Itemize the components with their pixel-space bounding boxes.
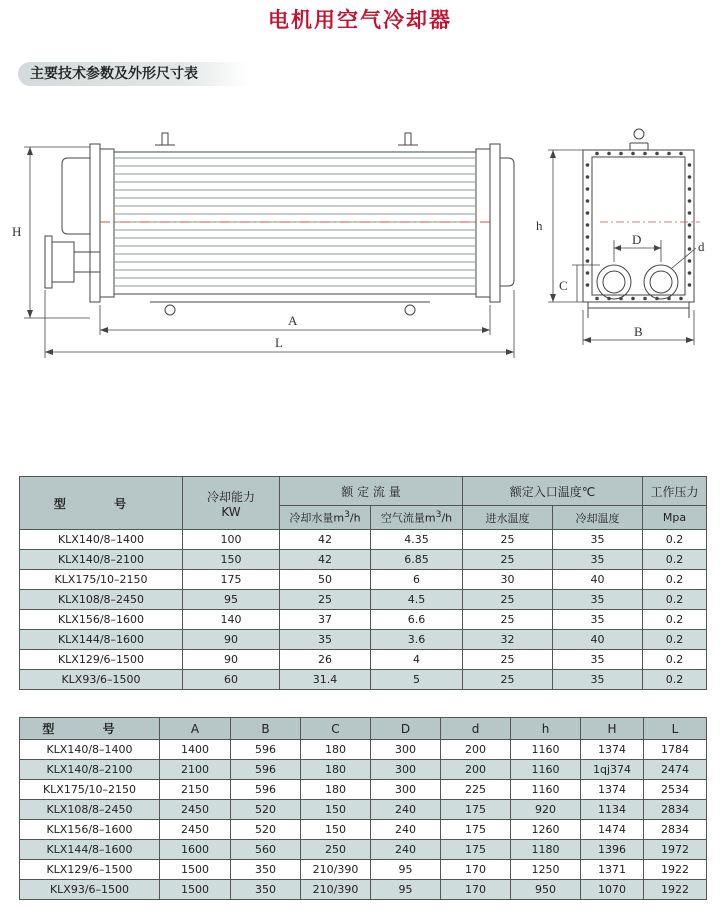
dim-cell-d: 170	[441, 860, 511, 880]
dim-cell-h: 1160	[511, 740, 581, 760]
bolt-hole	[586, 163, 590, 167]
table-row	[20, 860, 707, 880]
dim-cell-h: 1250	[511, 860, 581, 880]
bolt-hole	[667, 152, 671, 156]
dim-label-C: C	[559, 278, 568, 293]
dim-cell-model: KLX140/8–1400	[20, 740, 160, 760]
cell-air: 6.85	[371, 550, 463, 570]
dim-header-L: L	[644, 718, 707, 740]
dim-cell-d: 225	[441, 780, 511, 800]
cell-model: KLX108/8–2450	[20, 590, 183, 610]
cell-inlet: 32	[463, 630, 553, 650]
dim-label-H: H	[12, 224, 22, 239]
bolt-hole	[586, 259, 590, 263]
cell-pressure: 0.2	[643, 630, 707, 650]
bolt-hole	[655, 297, 659, 301]
header-cooling-temp: 冷却温度	[553, 506, 643, 530]
table-row	[20, 840, 707, 860]
cell-water: 25	[280, 590, 371, 610]
bolt-hole	[631, 152, 635, 156]
dim-cell-C: 180	[301, 740, 371, 760]
cell-water: 31.4	[280, 670, 371, 690]
dim-header-D: D	[371, 718, 441, 740]
tech-params-table	[19, 476, 707, 690]
dim-cell-h: 1180	[511, 840, 581, 860]
dim-label-L: L	[275, 335, 283, 350]
dim-cell-H: 1374	[581, 740, 644, 760]
bolt-hole	[586, 223, 590, 227]
cell-inlet: 30	[463, 570, 553, 590]
dim-label-d: d	[698, 239, 705, 254]
water-flow-label: 冷却水量m	[289, 511, 345, 525]
bolt-hole	[619, 297, 623, 301]
cell-air: 4	[371, 650, 463, 670]
bolt-hole	[643, 152, 647, 156]
cell-water: 37	[280, 610, 371, 630]
table-row	[20, 590, 707, 610]
dim-cell-d: 175	[441, 840, 511, 860]
dim-cell-model: KLX129/6–1500	[20, 860, 160, 880]
dim-cell-C: 180	[301, 760, 371, 780]
header-inlet-water: 进水温度	[463, 506, 553, 530]
cell-pressure: 0.2	[643, 670, 707, 690]
cell-model: KLX175/10–2150	[20, 570, 183, 590]
table-row	[20, 530, 707, 550]
table-row	[20, 780, 707, 800]
dim-cell-A: 2450	[160, 820, 231, 840]
bolt-hole	[688, 175, 692, 179]
dim-cell-L: 2834	[644, 820, 707, 840]
dim-cell-C: 210/390	[301, 860, 371, 880]
cell-cool: 35	[553, 610, 643, 630]
dim-cell-H: 1070	[581, 880, 644, 900]
dim-cell-model: KLX140/8–2100	[20, 760, 160, 780]
table-row	[20, 550, 707, 570]
cell-cool: 35	[553, 650, 643, 670]
dim-cell-L: 2834	[644, 800, 707, 820]
dim-label-B: B	[634, 324, 643, 339]
cell-model: KLX140/8–2100	[20, 550, 183, 570]
dim-cell-d: 175	[441, 820, 511, 840]
dim-cell-model: KLX93/6–1500	[20, 880, 160, 900]
bolt-hole	[586, 187, 590, 191]
bolt-hole	[655, 152, 659, 156]
cell-water: 35	[280, 630, 371, 650]
dim-cell-A: 1600	[160, 840, 231, 860]
table-row	[20, 820, 707, 840]
dim-label-h: h	[536, 218, 543, 233]
table-row	[20, 630, 707, 650]
dim-cell-A: 1500	[160, 860, 231, 880]
dim-cell-model: KLX156/8–1600	[20, 820, 160, 840]
bolt-hole	[586, 271, 590, 275]
dim-cell-d: 200	[441, 740, 511, 760]
air-flow-label: 空气流量m	[380, 511, 436, 525]
cell-capacity: 100	[183, 530, 280, 550]
dim-cell-B: 520	[231, 800, 301, 820]
cell-pressure: 0.2	[643, 590, 707, 610]
cell-water: 26	[280, 650, 371, 670]
cell-inlet: 25	[463, 530, 553, 550]
bolt-hole	[586, 175, 590, 179]
dim-cell-L: 1972	[644, 840, 707, 860]
dim-cell-L: 2474	[644, 760, 707, 780]
side-view	[583, 129, 694, 318]
dim-cell-model: KLX175/10–2150	[20, 780, 160, 800]
cell-capacity: 140	[183, 610, 280, 630]
bolt-hole	[679, 297, 683, 301]
cell-air: 4.5	[371, 590, 463, 610]
bolt-hole	[688, 163, 692, 167]
dim-cell-h: 1260	[511, 820, 581, 840]
cell-water: 42	[280, 530, 371, 550]
dim-header-B: B	[231, 718, 301, 740]
section-heading: 主要技术参数及外形尺寸表	[18, 62, 250, 86]
cell-water: 50	[280, 570, 371, 590]
dim-header-H: H	[581, 718, 644, 740]
cell-inlet: 25	[463, 650, 553, 670]
dim-cell-B: 596	[231, 740, 301, 760]
dim-cell-C: 250	[301, 840, 371, 860]
header-inlet-temp: 额定入口温度℃	[463, 477, 643, 506]
dim-cell-H: 1qj374	[581, 760, 644, 780]
dim-cell-L: 1784	[644, 740, 707, 760]
dim-cell-D: 300	[371, 740, 441, 760]
cell-pressure: 0.2	[643, 650, 707, 670]
bolt-hole	[643, 297, 647, 301]
bolt-hole	[607, 297, 611, 301]
dim-cell-D: 240	[371, 820, 441, 840]
table-row	[20, 880, 707, 900]
bolt-hole	[586, 199, 590, 203]
cell-capacity: 175	[183, 570, 280, 590]
dim-cell-B: 596	[231, 760, 301, 780]
cooler-technical-drawing	[0, 0, 720, 420]
dim-cell-L: 1922	[644, 880, 707, 900]
dim-cell-D: 300	[371, 760, 441, 780]
cell-pressure: 0.2	[643, 530, 707, 550]
table-row	[20, 650, 707, 670]
bolt-hole	[667, 297, 671, 301]
cell-model: KLX140/8–1400	[20, 530, 183, 550]
dim-cell-L: 2534	[644, 780, 707, 800]
bolt-hole	[688, 187, 692, 191]
dim-header-d: d	[441, 718, 511, 740]
cell-cool: 35	[553, 590, 643, 610]
cell-pressure: 0.2	[643, 550, 707, 570]
dim-cell-H: 1374	[581, 780, 644, 800]
bolt-hole	[586, 235, 590, 239]
cell-water: 42	[280, 550, 371, 570]
cell-inlet: 25	[463, 550, 553, 570]
cell-air: 3.6	[371, 630, 463, 650]
dim-header-A: A	[160, 718, 231, 740]
cell-capacity: 90	[183, 650, 280, 670]
bolt-hole	[688, 271, 692, 275]
cell-capacity: 60	[183, 670, 280, 690]
table-row	[20, 610, 707, 630]
bolt-hole	[688, 223, 692, 227]
cell-cool: 35	[553, 550, 643, 570]
bolt-hole	[619, 152, 623, 156]
bolt-hole	[679, 152, 683, 156]
bolt-hole	[586, 247, 590, 251]
bolt-hole	[688, 283, 692, 287]
dim-cell-D: 240	[371, 840, 441, 860]
cell-air: 6	[371, 570, 463, 590]
dim-cell-A: 1400	[160, 740, 231, 760]
cell-capacity: 90	[183, 630, 280, 650]
dim-cell-A: 1500	[160, 880, 231, 900]
header-capacity-unit: KW	[221, 504, 241, 519]
dim-cell-B: 350	[231, 860, 301, 880]
dim-cell-model: KLX108/8–2450	[20, 800, 160, 820]
dim-cell-H: 1396	[581, 840, 644, 860]
dim-cell-B: 520	[231, 820, 301, 840]
cell-cool: 40	[553, 570, 643, 590]
dim-cell-A: 2100	[160, 760, 231, 780]
cell-inlet: 25	[463, 590, 553, 610]
bolt-hole	[688, 211, 692, 215]
dim-label-D: D	[632, 232, 642, 247]
dim-cell-h: 1160	[511, 760, 581, 780]
cell-model: KLX129/6–1500	[20, 650, 183, 670]
dim-cell-H: 1371	[581, 860, 644, 880]
dim-cell-d: 175	[441, 800, 511, 820]
header-rated-flow: 额 定 流 量	[280, 477, 463, 506]
dim-cell-C: 150	[301, 820, 371, 840]
flange-bolts	[586, 152, 692, 301]
header-model: 型 号	[20, 477, 183, 530]
header-pressure-unit: Mpa	[643, 506, 707, 530]
cell-inlet: 25	[463, 670, 553, 690]
air-flow-sup: 3	[435, 509, 442, 521]
dim-cell-C: 210/390	[301, 880, 371, 900]
table-row	[20, 760, 707, 780]
dim-label-A: A	[288, 313, 298, 328]
dim-cell-model: KLX144/8–1600	[20, 840, 160, 860]
page-title: 电机用空气冷却器	[268, 8, 452, 32]
bolt-hole	[688, 199, 692, 203]
dim-cell-A: 2450	[160, 800, 231, 820]
dim-cell-B: 560	[231, 840, 301, 860]
dim-header-h: h	[511, 718, 581, 740]
dim-cell-B: 350	[231, 880, 301, 900]
dim-cell-C: 180	[301, 780, 371, 800]
dim-header-model: 型 号	[20, 718, 160, 740]
cell-model: KLX93/6–1500	[20, 670, 183, 690]
dim-cell-H: 1474	[581, 820, 644, 840]
table-row	[20, 800, 707, 820]
cell-cool: 35	[553, 670, 643, 690]
table-row	[20, 740, 707, 760]
header-air-flow	[371, 506, 463, 530]
bolt-hole	[607, 152, 611, 156]
dim-cell-D: 95	[371, 860, 441, 880]
cell-pressure: 0.2	[643, 570, 707, 590]
header-capacity	[183, 477, 280, 530]
bolt-hole	[688, 235, 692, 239]
air-flow-tail: /h	[441, 511, 453, 525]
header-capacity-label: 冷却能力	[206, 489, 255, 504]
cell-pressure: 0.2	[643, 610, 707, 630]
cell-inlet: 25	[463, 610, 553, 630]
cell-air: 5	[371, 670, 463, 690]
front-view	[45, 133, 514, 315]
cell-air: 6.6	[371, 610, 463, 630]
dim-cell-D: 95	[371, 880, 441, 900]
header-water-flow	[280, 506, 371, 530]
dim-cell-d: 200	[441, 760, 511, 780]
dim-cell-A: 2150	[160, 780, 231, 800]
dim-cell-C: 150	[301, 800, 371, 820]
cell-model: KLX156/8–1600	[20, 610, 183, 630]
dim-cell-D: 300	[371, 780, 441, 800]
bolt-hole	[688, 259, 692, 263]
bolt-hole	[586, 211, 590, 215]
table-row	[20, 570, 707, 590]
dim-cell-h: 950	[511, 880, 581, 900]
dim-cell-d: 170	[441, 880, 511, 900]
bolt-hole	[595, 297, 599, 301]
dimensions-table	[19, 717, 707, 900]
table-row	[20, 670, 707, 690]
dim-cell-h: 1160	[511, 780, 581, 800]
dim-cell-h: 920	[511, 800, 581, 820]
dim-cell-B: 596	[231, 780, 301, 800]
cell-cool: 40	[553, 630, 643, 650]
dim-cell-H: 1134	[581, 800, 644, 820]
cell-air: 4.35	[371, 530, 463, 550]
cell-model: KLX144/8–1600	[20, 630, 183, 650]
bolt-hole	[595, 152, 599, 156]
bolt-hole	[688, 247, 692, 251]
dim-header-C: C	[301, 718, 371, 740]
bolt-hole	[586, 283, 590, 287]
cell-cool: 35	[553, 530, 643, 550]
bolt-hole	[631, 297, 635, 301]
cell-capacity: 95	[183, 590, 280, 610]
water-flow-sup: 3	[344, 509, 350, 521]
header-pressure: 工作压力	[643, 477, 707, 506]
cell-capacity: 150	[183, 550, 280, 570]
water-flow-tail: /h	[349, 511, 361, 525]
dim-cell-D: 240	[371, 800, 441, 820]
dim-cell-L: 1922	[644, 860, 707, 880]
